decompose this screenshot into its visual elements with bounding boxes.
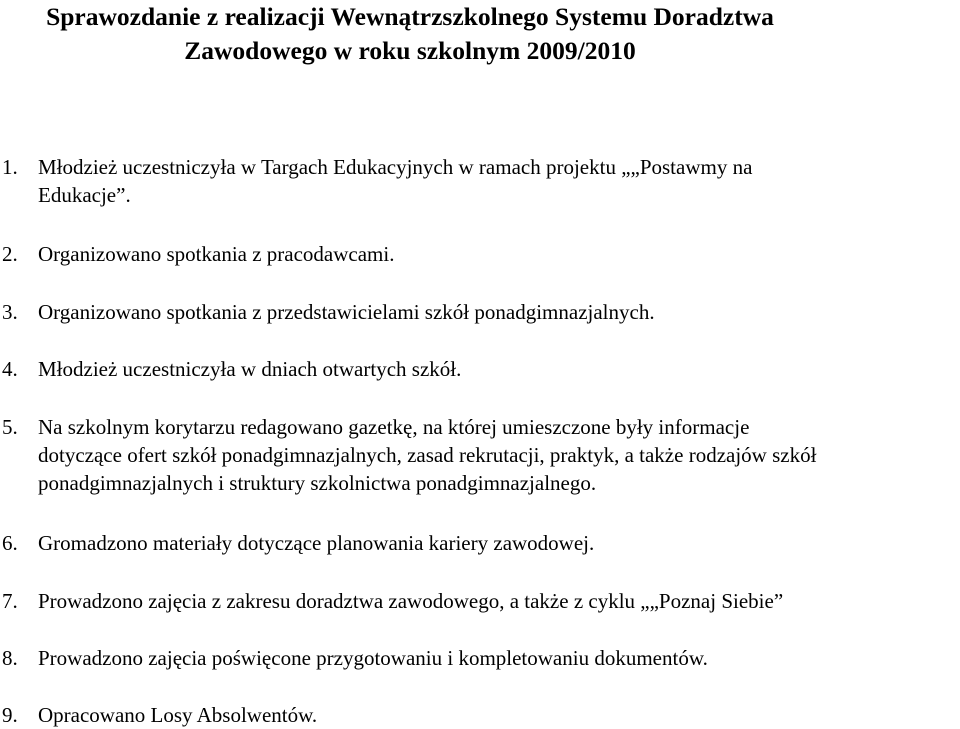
list-item-number: 8. <box>2 646 18 670</box>
list-item-line: Prowadzono zajęcia poświęcone przygotowaniu i kompletowaniu dokumentów. <box>38 646 708 670</box>
list-item-number: 5. <box>2 415 18 439</box>
title-line-1: Sprawozdanie z realizacji Wewnątrzszkolnego Systemu Doradztwa <box>46 2 774 31</box>
page-title <box>0 0 820 68</box>
list-item-line: Prowadzono zajęcia z zakresu doradztwa zawodowego, a także z cyklu „„Poznaj Siebie” <box>38 589 784 613</box>
list-item-text <box>38 644 708 672</box>
list-item-text <box>38 529 594 557</box>
list-item-text <box>38 587 783 615</box>
list-item-text <box>38 240 394 268</box>
list-item-line: Na szkolnym korytarzu redagowano gazetkę, na której umieszczone były informacje <box>38 415 750 439</box>
list-item-text <box>38 153 752 209</box>
list-item-line: ponadgimnazjalnych i struktury szkolnictwa ponadgimnazjalnego. <box>38 471 597 495</box>
list-item-text <box>38 298 655 326</box>
list-item-number: 2. <box>2 242 18 266</box>
list-item-line: Opracowano Losy Absolwentów. <box>38 703 318 727</box>
list-item-line: Gromadzono materiały dotyczące planowania kariery zawodowej. <box>38 531 595 555</box>
list-item-text <box>38 701 317 729</box>
list-item-line: dotyczące ofert szkół ponadgimnazjalnych, zasad rekrutacji, praktyk, a także rodzajów szkół <box>38 443 817 467</box>
list-item-line: Organizowano spotkania z przedstawicielami szkół ponadgimnazjalnych. <box>38 300 655 324</box>
list-item-number: 9. <box>2 703 18 727</box>
list-item-text <box>38 355 461 383</box>
list-item-number: 4. <box>2 357 18 381</box>
list-item-number: 1. <box>2 155 18 179</box>
list-item-number: 7. <box>2 589 18 613</box>
list-item-number: 3. <box>2 300 18 324</box>
list-item-line: Organizowano spotkania z pracodawcami. <box>38 242 395 266</box>
list-item-line: Młodzież uczestniczyła w Targach Edukacyjnych w ramach projektu „„Postawmy na <box>38 155 753 179</box>
list-item-line: Młodzież uczestniczyła w dniach otwartych szkół. <box>38 357 462 381</box>
list-item-text <box>38 413 816 497</box>
title-line-2: Zawodowego w roku szkolnym 2009/2010 <box>184 36 636 65</box>
list-item-number: 6. <box>2 531 18 555</box>
list-item-line: Edukacje”. <box>38 183 131 207</box>
